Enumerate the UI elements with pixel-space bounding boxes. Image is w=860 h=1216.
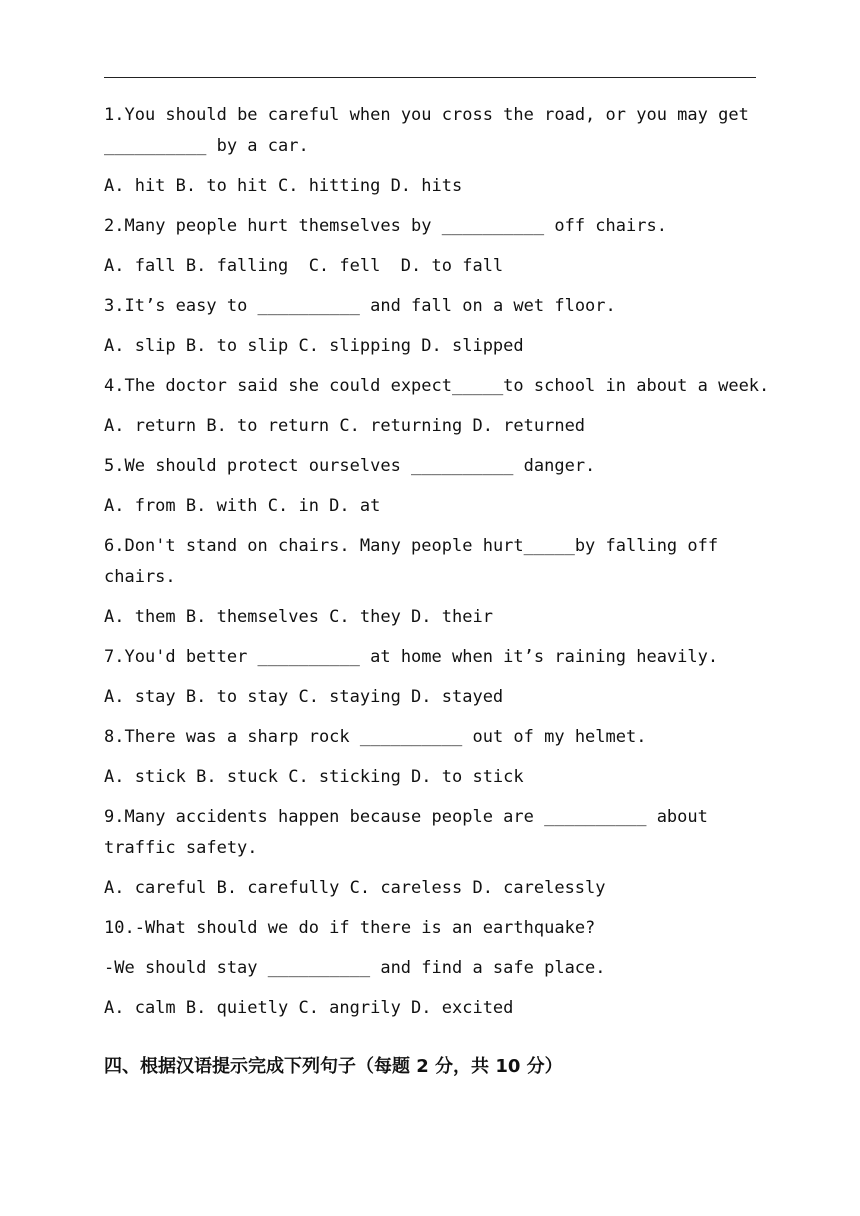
question-7-line-1: 7.You'd better __________ at home when it’s raining heavily. bbox=[104, 647, 719, 667]
question-1-line-1: 1.You should be careful when you cross the road, or you may get bbox=[104, 105, 749, 125]
question-1-line-2: __________ by a car. bbox=[104, 136, 309, 156]
question-5-line-1: 5.We should protect ourselves __________ danger. bbox=[104, 456, 596, 476]
question-5-options: A. from B. with C. in D. at bbox=[104, 496, 381, 516]
question-10-line-1: 10.-What should we do if there is an earthquake? bbox=[104, 918, 596, 938]
question-6-line-2: chairs. bbox=[104, 567, 176, 587]
question-6-options: A. them B. themselves C. they D. their bbox=[104, 607, 493, 627]
question-10-line-2: -We should stay __________ and find a safe place. bbox=[104, 958, 606, 978]
question-2-options: A. fall B. falling C. fell D. to fall bbox=[104, 256, 504, 276]
section-heading: 四、根据汉语提示完成下列句子（每题 2 分，共 10 分） bbox=[104, 1056, 563, 1077]
question-3-line-1: 3.It’s easy to __________ and fall on a wet floor. bbox=[104, 296, 616, 316]
question-8-line-1: 8.There was a sharp rock __________ out of my helmet. bbox=[104, 727, 647, 747]
question-9-line-2: traffic safety. bbox=[104, 838, 258, 858]
question-1-options: A. hit B. to hit C. hitting D. hits bbox=[104, 176, 463, 196]
question-2-line-1: 2.Many people hurt themselves by __________ off chairs. bbox=[104, 216, 667, 236]
question-list bbox=[104, 100, 770, 1033]
question-4-options: A. return B. to return C. returning D. returned bbox=[104, 416, 586, 436]
question-3-options: A. slip B. to slip C. slipping D. slipped bbox=[104, 336, 524, 356]
question-10-options: A. calm B. quietly C. angrily D. excited bbox=[104, 998, 514, 1018]
question-6-line-1: 6.Don't stand on chairs. Many people hurt_____by falling off bbox=[104, 536, 719, 556]
header-rule bbox=[104, 77, 756, 78]
question-9-line-1: 9.Many accidents happen because people are __________ about bbox=[104, 807, 708, 827]
question-9-options: A. careful B. carefully C. careless D. carelessly bbox=[104, 878, 606, 898]
question-7-options: A. stay B. to stay C. staying D. stayed bbox=[104, 687, 504, 707]
question-8-options: A. stick B. stuck C. sticking D. to stick bbox=[104, 767, 524, 787]
question-4-line-1: 4.The doctor said she could expect_____to school in about a week. bbox=[104, 376, 770, 396]
